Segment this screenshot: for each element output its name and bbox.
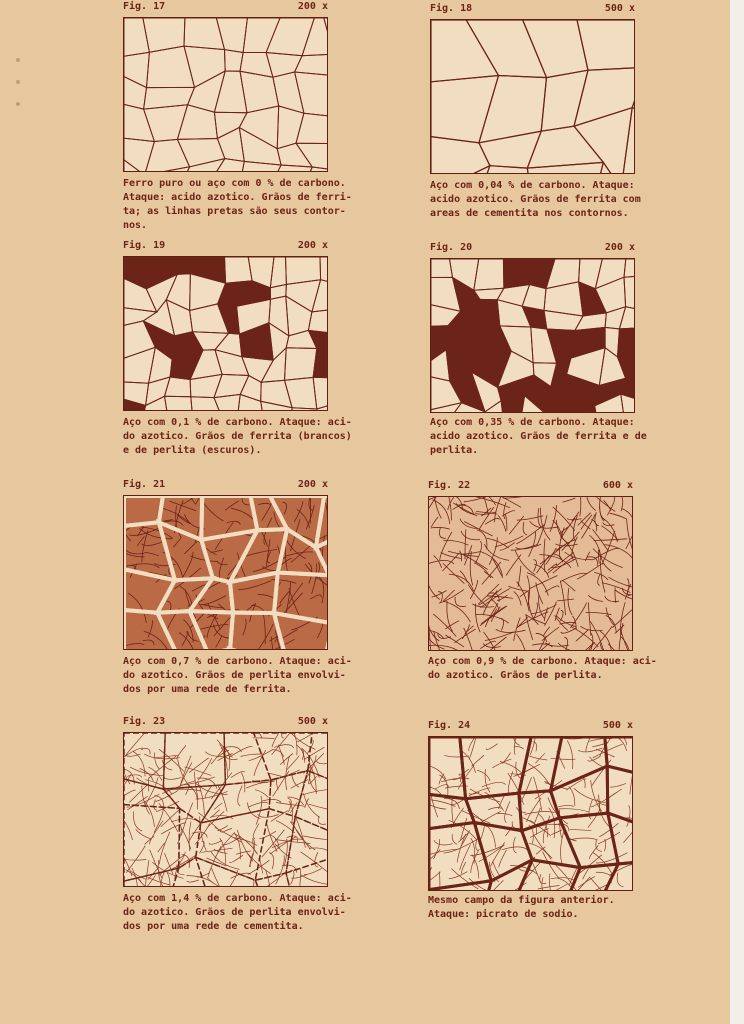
- caption-line: Aço com 1,4 % de carbono. Ataque: aci-: [123, 893, 352, 904]
- caption-line: acido azotico. Grãos de ferrita com: [430, 194, 641, 205]
- figure-magnification: 200 x: [297, 479, 328, 490]
- caption-line: e de perlita (escuros).: [123, 445, 262, 456]
- micrograph: [123, 495, 328, 650]
- micrograph: [123, 17, 328, 172]
- figure-number: Fig. 22: [428, 480, 471, 491]
- punch-hole: [16, 102, 20, 106]
- figure-number: Fig. 23: [123, 716, 166, 727]
- figure-magnification: 500 x: [297, 716, 328, 727]
- caption-line: Mesmo campo da figura anterior.: [428, 895, 615, 906]
- figure-header: [123, 240, 328, 254]
- page-edge: [730, 0, 744, 1024]
- figure-number: Fig. 18: [430, 3, 473, 14]
- caption-line: Aço com 0,9 % de carbono. Ataque: aci-: [428, 656, 657, 667]
- caption-line: Ferro puro ou aço com 0 % de carbono.: [123, 178, 346, 189]
- figure-caption: [428, 655, 657, 683]
- caption-line: do azotico. Grãos de ferrita (brancos): [123, 431, 352, 442]
- figure-magnification: 600 x: [602, 480, 633, 491]
- figure-caption: [430, 416, 647, 458]
- micrograph: [430, 19, 635, 174]
- caption-line: Ataque: acido azotico. Grãos de ferri-: [123, 192, 352, 203]
- micrograph-drawing: [429, 737, 632, 890]
- figure-number: Fig. 24: [428, 720, 471, 731]
- caption-line: do azotico. Grãos de perlita.: [428, 670, 603, 681]
- caption-line: Aço com 0,1 % de carbono. Ataque: aci-: [123, 417, 352, 428]
- micrograph-drawing: [124, 496, 327, 649]
- caption-line: Aço com 0,04 % de carbono. Ataque:: [430, 180, 635, 191]
- figure-caption: [428, 894, 615, 922]
- figure-magnification: 200 x: [297, 1, 328, 12]
- figure-header: [430, 3, 635, 17]
- micrograph-drawing: [431, 259, 634, 412]
- caption-line: Ataque: picrato de sodio.: [428, 909, 579, 920]
- figure-caption: [123, 655, 352, 697]
- caption-line: ta; as linhas pretas são seus contor-: [123, 206, 346, 217]
- caption-line: areas de cementita nos contornos.: [430, 208, 629, 219]
- figure-header: [123, 479, 328, 493]
- micrograph: [428, 496, 633, 651]
- micrograph: [428, 736, 633, 891]
- micrograph: [430, 258, 635, 413]
- caption-line: Aço com 0,7 % de carbono. Ataque: aci-: [123, 656, 352, 667]
- figure-number: Fig. 21: [123, 479, 166, 490]
- caption-line: dos por uma rede de cementita.: [123, 921, 304, 932]
- figure-caption: [430, 179, 641, 221]
- caption-line: do azotico. Grãos de perlita envolvi-: [123, 670, 346, 681]
- figure-header: [123, 716, 328, 730]
- figure-header: [428, 720, 633, 734]
- micrograph: [123, 256, 328, 411]
- caption-line: acido azotico. Grãos de ferrita e de: [430, 431, 647, 442]
- caption-line: dos por uma rede de ferrita.: [123, 684, 292, 695]
- caption-line: do azotico. Grãos de perlita envolvi-: [123, 907, 346, 918]
- micrograph: [123, 732, 328, 887]
- caption-line: perlita.: [430, 445, 479, 456]
- figure-number: Fig. 20: [430, 242, 473, 253]
- punch-hole: [16, 58, 20, 62]
- figure-caption: [123, 416, 352, 458]
- punch-hole: [16, 80, 20, 84]
- caption-line: Aço com 0,35 % de carbono. Ataque:: [430, 417, 635, 428]
- figure-magnification: 200 x: [604, 242, 635, 253]
- figure-header: [123, 1, 328, 15]
- micrograph-drawing: [124, 18, 327, 171]
- figure-header: [428, 480, 633, 494]
- figure-header: [430, 242, 635, 256]
- micrograph-drawing: [429, 497, 632, 650]
- figure-magnification: 200 x: [297, 240, 328, 251]
- figure-number: Fig. 17: [123, 1, 166, 12]
- figure-number: Fig. 19: [123, 240, 166, 251]
- caption-line: nos.: [123, 220, 148, 231]
- micrograph-drawing: [431, 20, 634, 173]
- figure-caption: [123, 177, 352, 233]
- micrograph-drawing: [124, 733, 327, 886]
- figure-caption: [123, 892, 352, 934]
- figure-magnification: 500 x: [602, 720, 633, 731]
- micrograph-drawing: [124, 257, 327, 410]
- figure-magnification: 500 x: [604, 3, 635, 14]
